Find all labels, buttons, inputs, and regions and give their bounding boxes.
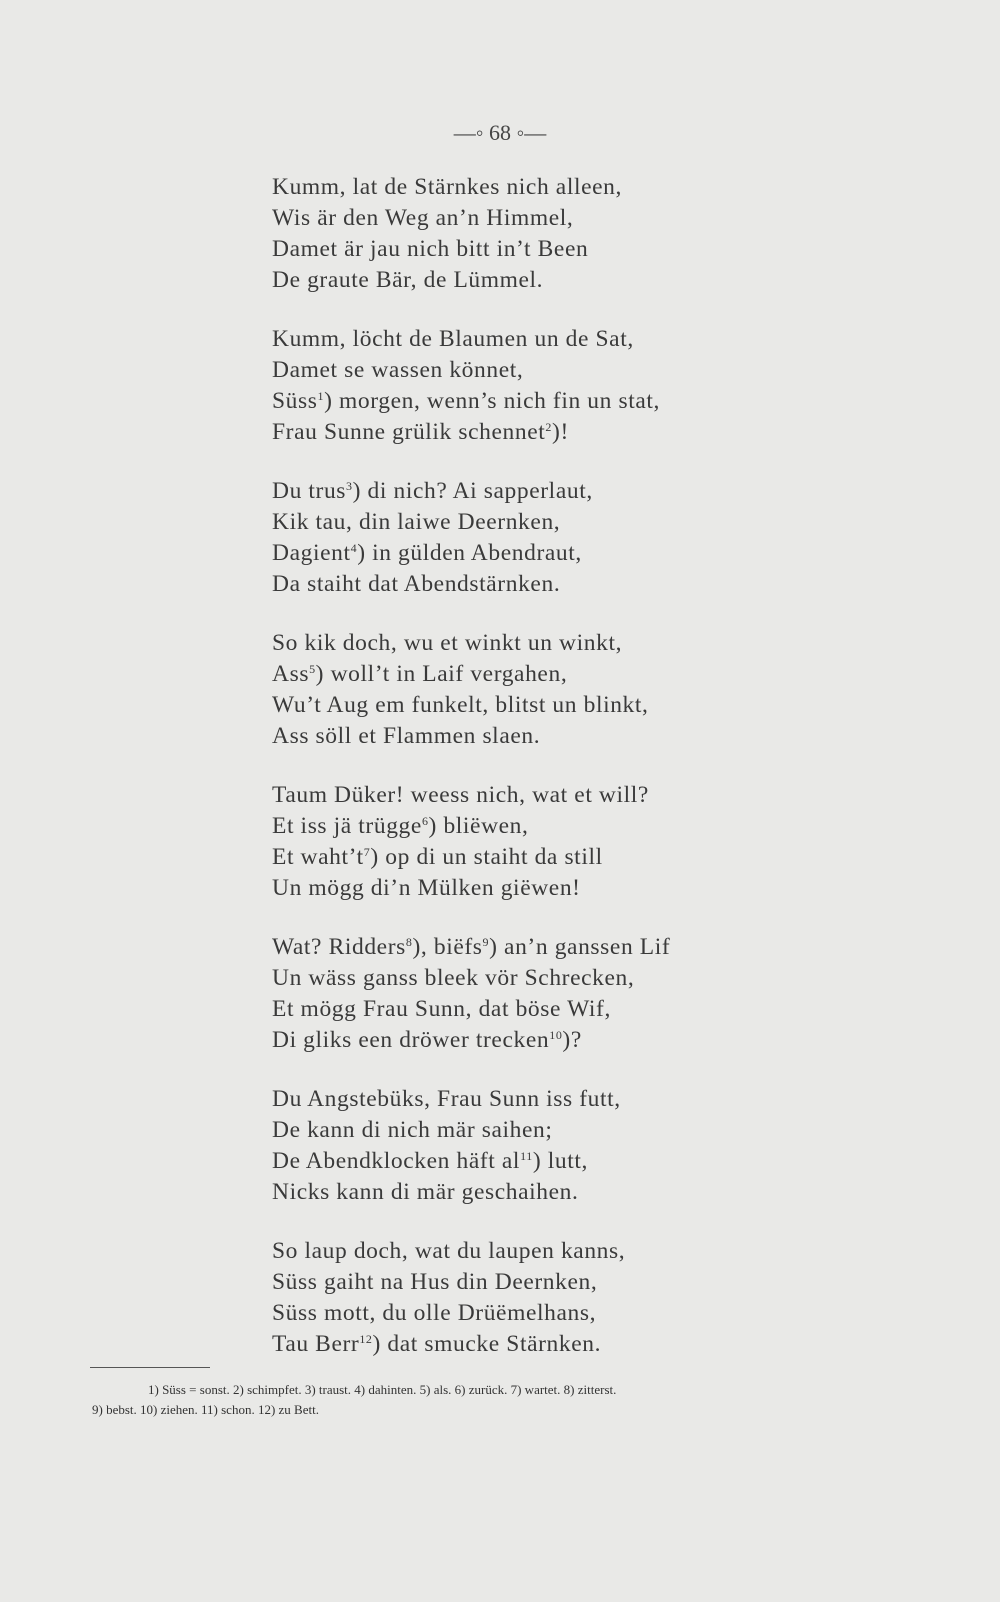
- footnote-marker: 9: [482, 935, 490, 949]
- line-segment: De Abendklocken häft al: [272, 1148, 521, 1174]
- footnote-divider: [90, 1367, 210, 1368]
- stanza: [272, 172, 832, 296]
- stanza: [272, 932, 832, 1056]
- poem-line: [272, 1025, 832, 1056]
- stanza: [272, 628, 832, 752]
- poem-line: [272, 386, 832, 417]
- line-segment: Ass: [272, 661, 310, 687]
- poem-line: Un mögg di’n Mülken giëwen!: [272, 875, 581, 901]
- line-segment: Tau Berr: [272, 1331, 360, 1357]
- footnote-marker: 8: [405, 935, 413, 949]
- poem-line: Kumm, löcht de Blaumen un de Sat,: [272, 326, 634, 352]
- footnote-line: 9) bebst. 10) ziehen. 11) schon. 12) zu Bett.: [92, 1402, 319, 1417]
- line-segment: ) bliëwen,: [428, 813, 529, 839]
- stanza: [272, 1236, 832, 1360]
- poem-line: [272, 1146, 832, 1177]
- line-segment: )!: [552, 419, 569, 445]
- poem-line: [272, 811, 832, 842]
- poem-line: De graute Bär, de Lümmel.: [272, 267, 544, 293]
- footnote-marker: 3: [346, 479, 353, 493]
- page-number: —◦ 68 ◦—: [453, 120, 547, 145]
- line-segment: ), biëfs: [412, 934, 483, 960]
- line-segment: Süss: [272, 388, 318, 414]
- stanza: [272, 780, 832, 904]
- poem-line: [272, 476, 832, 507]
- line-segment: ) an’n ganssen Lif: [489, 934, 671, 960]
- line-segment: Du trus: [272, 478, 347, 504]
- poem-line: Ass söll et Flammen slaen.: [272, 723, 541, 749]
- poem-line: Damet är jau nich bitt in’t Been: [272, 236, 589, 262]
- footnote-marker: 1: [317, 389, 325, 403]
- footnote-line: 1) Süss = sonst. 2) schimpfet. 3) traust. 4) dahinten. 5) als. 6) zurück. 7) wartet. 8) zitterst.: [148, 1382, 617, 1397]
- poem-line: Taum Düker! weess nich, wat et will?: [272, 782, 649, 808]
- footnote-marker: 12: [359, 1332, 373, 1346]
- poem-line: [272, 842, 832, 873]
- stanza: [272, 476, 832, 600]
- footnote-marker: 6: [421, 814, 429, 828]
- footnote-marker: 5: [309, 662, 316, 676]
- poem-line: Süss gaiht na Hus din Deernken,: [272, 1269, 598, 1295]
- footnotes: [92, 1380, 912, 1420]
- poem-line: Nicks kann di mär geschaihen.: [272, 1179, 579, 1205]
- line-segment: ) lutt,: [532, 1148, 588, 1174]
- poem-line: Kik tau, din laiwe Deernken,: [272, 509, 561, 535]
- footnote-marker: 4: [350, 541, 358, 555]
- poem-line: So laup doch, wat du laupen kanns,: [272, 1238, 626, 1264]
- line-segment: Di gliks een dröwer trecken: [272, 1027, 550, 1053]
- poem-line: [272, 659, 832, 690]
- poem-line: Du Angstebüks, Frau Sunn iss futt,: [272, 1086, 621, 1112]
- footnote-marker: 7: [363, 845, 371, 859]
- line-segment: ) di nich? Ai sapperlaut,: [352, 478, 593, 504]
- poem-line: Süss mott, du olle Drüëmelhans,: [272, 1300, 597, 1326]
- poem-line: De kann di nich mär saihen;: [272, 1117, 553, 1143]
- stanza: [272, 1084, 832, 1208]
- poem-line: [272, 417, 832, 448]
- footnote-marker: 2: [545, 420, 553, 434]
- footnote-marker: 10: [549, 1028, 563, 1042]
- poem-line: Un wäss ganss bleek vör Schrecken,: [272, 965, 635, 991]
- line-segment: ) dat smucke Stärnken.: [372, 1331, 602, 1357]
- line-segment: ) in gülden Abendraut,: [357, 540, 582, 566]
- line-segment: ) woll’t in Laif vergahen,: [315, 661, 568, 687]
- line-segment: ) op di un staiht da still: [370, 844, 603, 870]
- line-segment: )?: [562, 1027, 582, 1053]
- line-segment: Et iss jä trügge: [272, 813, 422, 839]
- poem-line: Et mögg Frau Sunn, dat böse Wif,: [272, 996, 611, 1022]
- footnote-marker: 11: [520, 1149, 533, 1163]
- poem-line: [272, 538, 832, 569]
- poem-line: Da staiht dat Abendstärnken.: [272, 571, 561, 597]
- poem-line: So kik doch, wu et winkt un winkt,: [272, 630, 623, 656]
- line-segment: Wat? Ridders: [272, 934, 406, 960]
- poem-line: Wis är den Weg an’n Himmel,: [272, 205, 574, 231]
- poem-line: [272, 932, 832, 963]
- line-segment: Et waht’t: [272, 844, 364, 870]
- poem: [272, 172, 832, 1388]
- poem-line: Wu’t Aug em funkelt, blitst un blinkt,: [272, 692, 649, 718]
- line-segment: Frau Sunne grülik schennet: [272, 419, 546, 445]
- poem-line: [272, 1329, 832, 1360]
- line-segment: ) morgen, wenn’s nich fin un stat,: [324, 388, 660, 414]
- stanza: [272, 324, 832, 448]
- line-segment: Dagient: [272, 540, 351, 566]
- poem-line: Damet se wassen könnet,: [272, 357, 524, 383]
- poem-line: Kumm, lat de Stärnkes nich alleen,: [272, 174, 622, 200]
